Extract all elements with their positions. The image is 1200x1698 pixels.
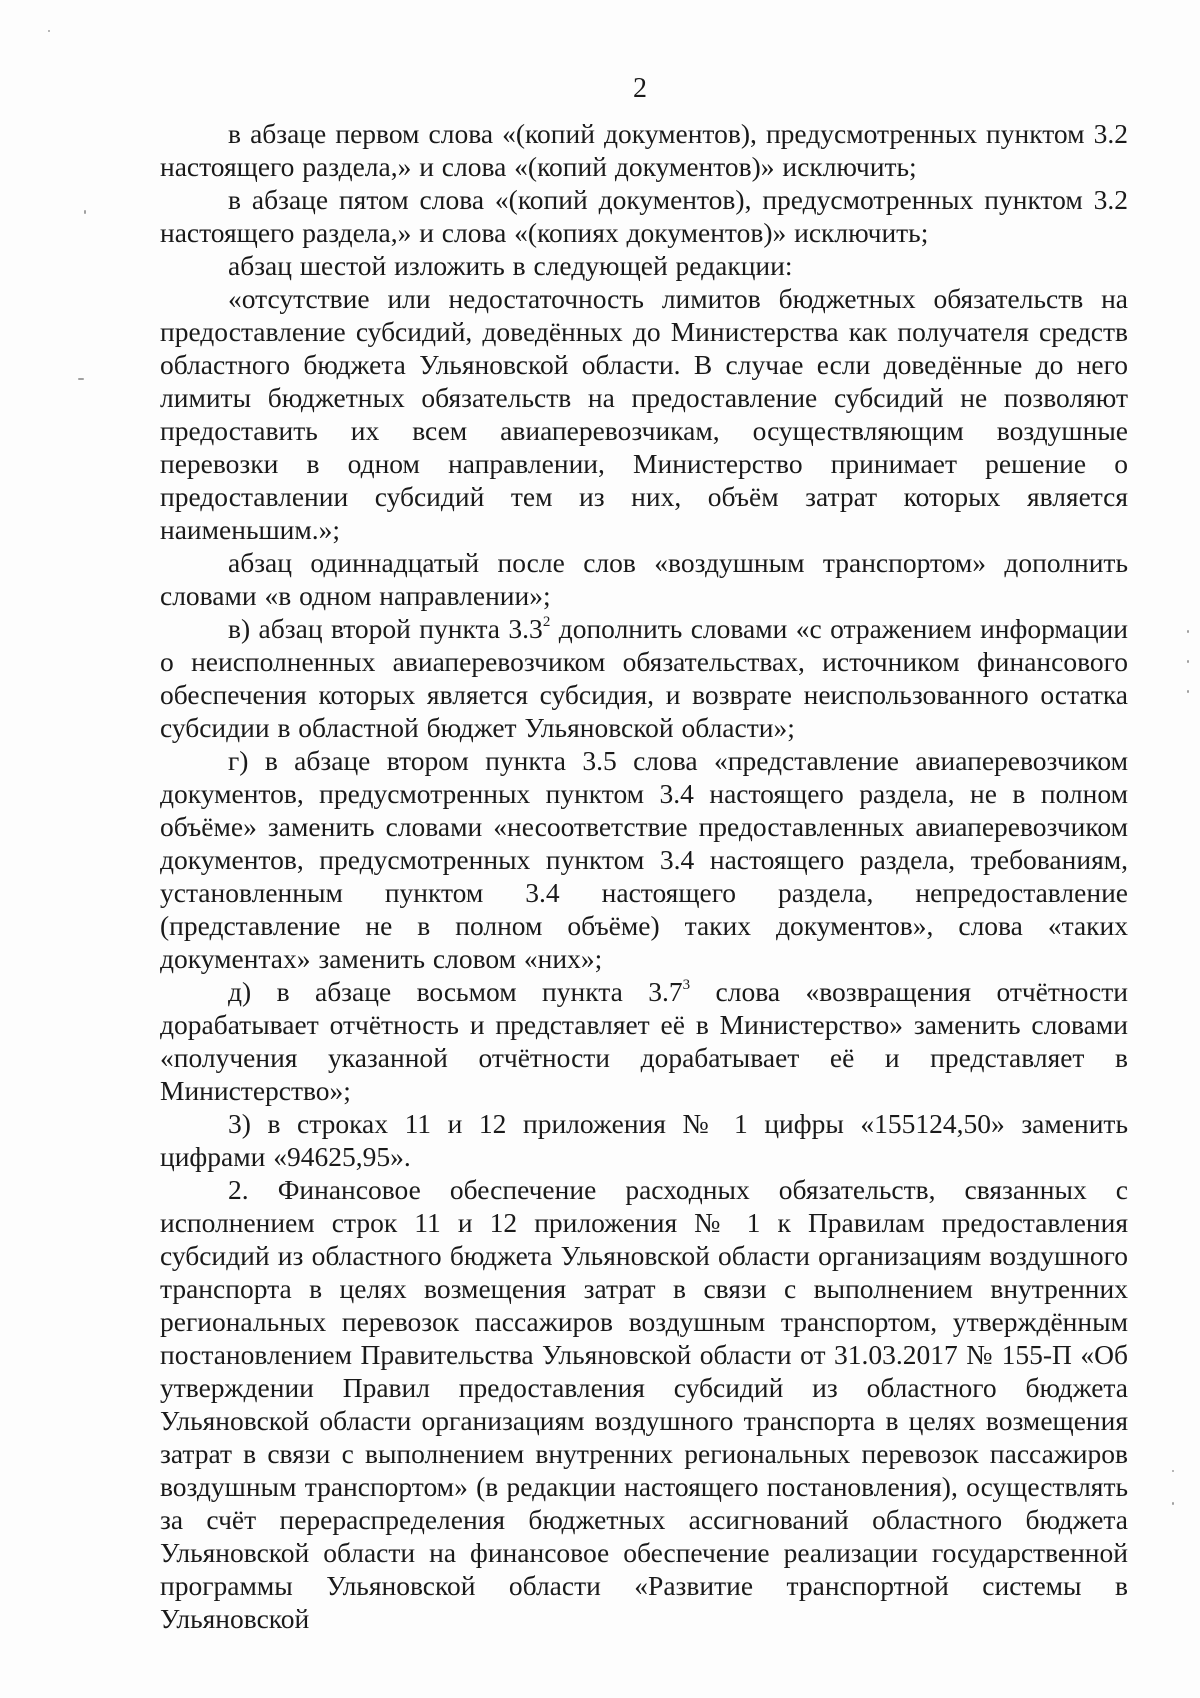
superscript: 3 bbox=[682, 977, 691, 993]
scan-speck bbox=[48, 30, 50, 32]
scan-speck bbox=[84, 210, 86, 214]
page-number: 2 bbox=[633, 73, 647, 104]
document-body bbox=[160, 117, 1128, 1635]
paragraph-text: слова «возвращения отчётности дорабатывает отчётность и представляет её в Министерство» заменить словами «получения указанной отчётности дорабатывает её и представляет в Министерство»; bbox=[160, 976, 1128, 1106]
paragraph-text: д) в абзаце восьмом пункта 3.7 bbox=[228, 976, 683, 1007]
scan-speck bbox=[78, 378, 84, 380]
scan-speck bbox=[1172, 1502, 1174, 1505]
paragraph: в абзаце пятом слова «(копий документов), предусмотренных пунктом 3.2 настоящего раздела,» и слова «(копиях документов)» исключить; bbox=[160, 184, 1128, 248]
paragraph: 2. Финансовое обеспечение расходных обязательств, связанных с исполнением строк 11 и 12 приложения № 1 к Правилам предоставления субсидий из областного бюджета Ульяновской области организациям воздушного транспорта в целях возмещения затрат в связи с выполнением внутренних региональных перевозок пассажиров воздушным транспортом, утверждённым постановлением Правительства Ульяновской области от 31.03.2017 № 155-П «Об утверждении Правил предоставления субсидий из областного бюджета Ульяновской области организациям воздушного транспорта в целях возмещения затрат в связи с выполнением внутренних региональных перевозок пассажиров воздушным транспортом» (в редакции настоящего постановления), осуществлять за счёт перераспределения бюджетных ассигнований областного бюджета Ульяновской области на финансовое обеспечение реализации государственной программы Ульяновской области «Развитие транспортной системы в Ульяновской bbox=[160, 1174, 1128, 1634]
paragraph bbox=[160, 975, 1128, 1107]
scan-speck bbox=[1187, 690, 1189, 693]
paragraph: 3) в строках 11 и 12 приложения № 1 цифры «155124,50» заменить цифрами «94625,95». bbox=[160, 1108, 1128, 1172]
scan-speck bbox=[1172, 1470, 1174, 1472]
paragraph: «отсутствие или недостаточность лимитов бюджетных обязательств на предоставление субсидий, доведённых до Министерства как получателя средств областного бюджета Ульяновской области. В случае если доведённые до него лимиты бюджетных обязательств на предоставление субсидий не позволяют предоставить их всем авиаперевозчикам, осуществляющим воздушные перевозки в одном направлении, Министерство принимает решение о предоставлении субсидий тем из них, объём затрат которых является наименьшим.»; bbox=[160, 283, 1128, 545]
scan-speck bbox=[1187, 630, 1189, 633]
paragraph: г) в абзаце втором пункта 3.5 слова «представление авиаперевозчиком документов, предусмотренных пунктом 3.4 настоящего раздела, не в полном объёме» заменить словами «несоответствие предоставленных авиаперевозчиком документов, предусмотренных пунктом 3.4 настоящего раздела, требованиям, установленным пунктом 3.4 настоящего раздела, непредоставление (представление не в полном объёме) таких документов», слова «таких документах» заменить словом «них»; bbox=[160, 745, 1128, 974]
paragraph-text: в) абзац второй пункта 3.3 bbox=[228, 613, 543, 644]
superscript: 2 bbox=[542, 614, 551, 630]
paragraph bbox=[160, 612, 1128, 744]
paragraph: абзац шестой изложить в следующей редакции: bbox=[228, 250, 793, 281]
paragraph: в абзаце первом слова «(копий документов), предусмотренных пунктом 3.2 настоящего раздела,» и слова «(копий документов)» исключить; bbox=[160, 118, 1128, 182]
paragraph-text: дополнить словами «с отражением информации о неисполненных авиаперевозчиком обязательствах, источником финансового обеспечения которых является субсидия, и возврате неиспользованного остатка субсидии в областной бюджет Ульяновской области»; bbox=[160, 613, 1128, 743]
paragraph: абзац одиннадцатый после слов «воздушным транспортом» дополнить словами «в одном направлении»; bbox=[160, 547, 1128, 611]
scan-speck bbox=[1187, 660, 1189, 663]
